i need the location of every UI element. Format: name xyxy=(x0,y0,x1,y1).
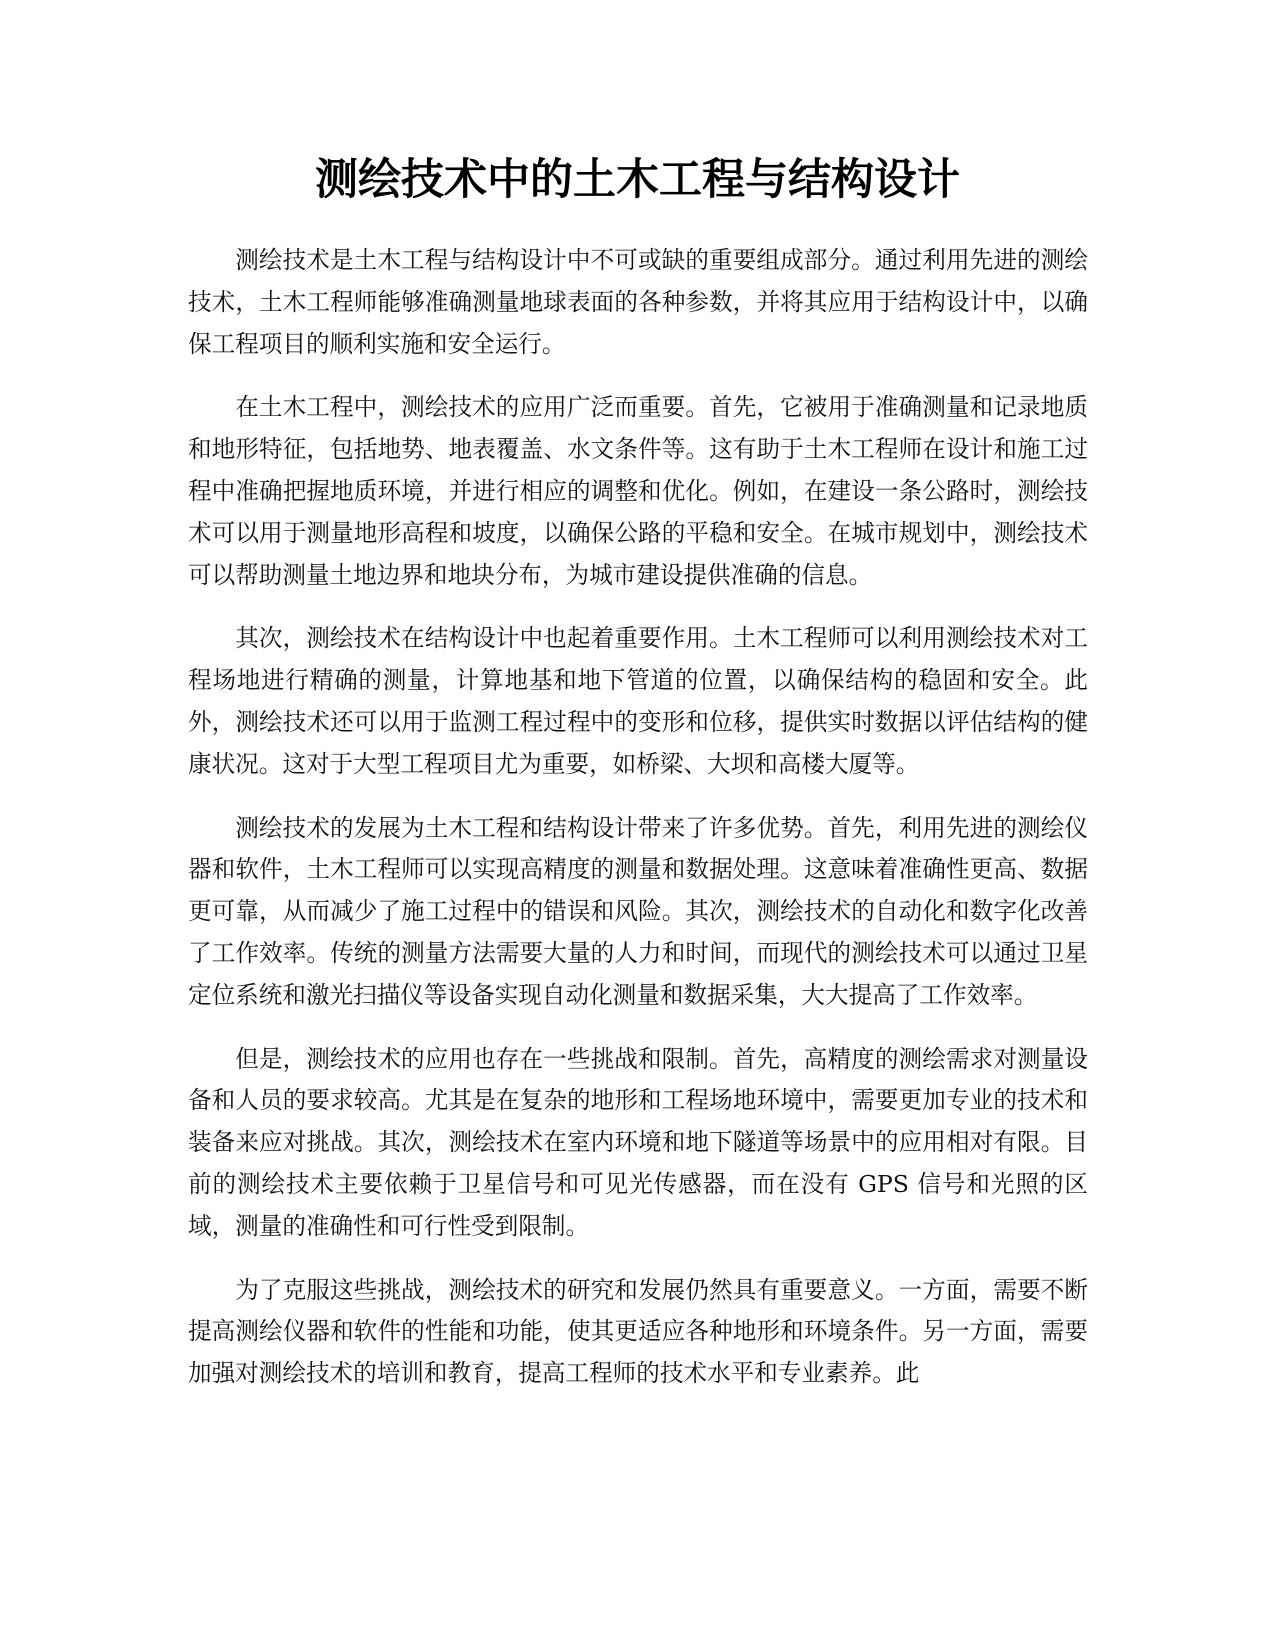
paragraph-6: 为了克服这些挑战，测绘技术的研究和发展仍然具有重要意义。一方面，需要不断提高测绘仪器和软件的性能和功能，使其更适应各种地形和环境条件。另一方面，需要加强对测绘技术的培训和教育，提高工程师的技术水平和专业素养。此 xyxy=(188,1275,1088,1388)
document-body xyxy=(188,240,1088,1417)
paragraph-4: 测绘技术的发展为土木工程和结构设计带来了许多优势。首先，利用先进的测绘仪器和软件，土木工程师可以实现高精度的测量和数据处理。这意味着准确性更高、数据更可靠，从而减少了施工过程中的错误和风险。其次，测绘技术的自动化和数字化改善了工作效率。传统的测量方法需要大量的人力和时间，而现代的测绘技术可以通过卫星定位系统和激光扫描仪等设备实现自动化测量和数据采集，大大提高了工作效率。 xyxy=(188,813,1088,1009)
paragraph-2: 在土木工程中，测绘技术的应用广泛而重要。首先，它被用于准确测量和记录地质和地形特征，包括地势、地表覆盖、水文条件等。这有助于土木工程师在设计和施工过程中准确把握地质环境，并进行相应的调整和优化。例如，在建设一条公路时，测绘技术可以用于测量地形高程和坡度，以确保公路的平稳和安全。在城市规划中，测绘技术可以帮助测量土地边界和地块分布，为城市建设提供准确的信息。 xyxy=(188,393,1088,589)
paragraph-5: 但是，测绘技术的应用也存在一些挑战和限制。首先，高精度的测绘需求对测量设备和人员的要求较高。尤其是在复杂的地形和工程场地环境中，需要更加专业的技术和装备来应对挑战。其次，测绘技术在室内环境和地下隧道等场景中的应用相对有限。目前的测绘技术主要依赖于卫星信号和可见光传感器，而在没有 GPS 信号和光照的区域，测量的准确性和可行性受到限制。 xyxy=(188,1044,1088,1240)
paragraph-3: 其次，测绘技术在结构设计中也起着重要作用。土木工程师可以利用测绘技术对工程场地进行精确的测量，计算地基和地下管道的位置，以确保结构的稳固和安全。此外，测绘技术还可以用于监测工程过程中的变形和位移，提供实时数据以评估结构的健康状况。这对于大型工程项目尤为重要，如桥梁、大坝和高楼大厦等。 xyxy=(188,624,1088,778)
document-title: 测绘技术中的土木工程与结构设计 xyxy=(315,155,960,205)
paragraph-1: 测绘技术是土木工程与结构设计中不可或缺的重要组成部分。通过利用先进的测绘技术，土木工程师能够准确测量地球表面的各种参数，并将其应用于结构设计中，以确保工程项目的顺利实施和安全运行。 xyxy=(188,246,1088,358)
